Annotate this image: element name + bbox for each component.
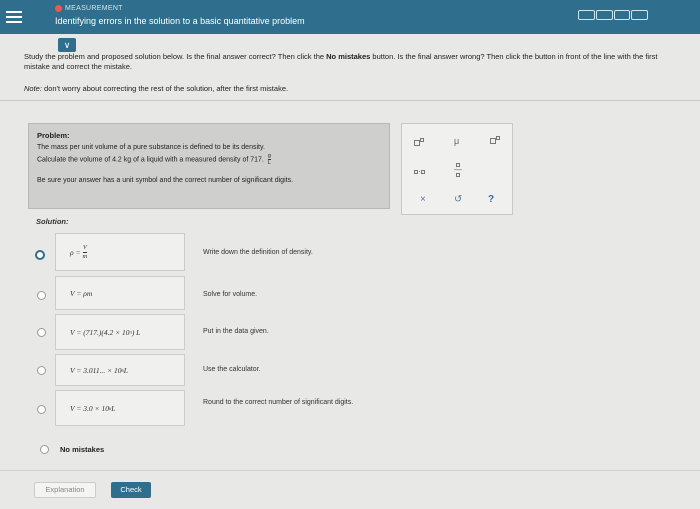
- progress-segment: [596, 10, 613, 20]
- problem-label: Problem:: [37, 131, 70, 140]
- step-5-radio[interactable]: [37, 405, 46, 414]
- no-mistakes-label[interactable]: No mistakes: [60, 445, 105, 454]
- step-5-text: Round to the correct number of significant digits.: [203, 399, 354, 406]
- unit-numerator: g: [267, 153, 271, 159]
- step-4-text: Use the calculator.: [203, 366, 261, 373]
- note-text: don't worry about correcting the rest of the solution, after the first mistake.: [41, 84, 289, 93]
- step-3-text: Put in the data given.: [203, 328, 269, 335]
- step-4-equation: V = 3.011... × 10 6 L: [55, 354, 185, 386]
- step-1-radio[interactable]: [35, 250, 45, 260]
- problem-box: [28, 123, 390, 209]
- instructions-text-1: Study the problem and proposed solution below. Is the final answer correct? Then click the: [24, 52, 327, 61]
- menu-icon[interactable]: [6, 8, 22, 26]
- note: [24, 84, 288, 93]
- step-4-radio[interactable]: [37, 366, 46, 375]
- help-icon[interactable]: ?: [488, 194, 495, 205]
- solution-label: Solution:: [36, 217, 69, 226]
- progress-segment: [631, 10, 648, 20]
- density-unit-fraction: [268, 153, 271, 166]
- problem-line-2: Calculate the volume of 4.2 kg of a liquid with a measured density of 717.: [37, 156, 264, 164]
- collapse-chevron-icon[interactable]: ∨: [58, 38, 76, 52]
- note-label: Note:: [24, 84, 42, 93]
- topic-text: MEASUREMENT: [65, 5, 123, 12]
- step-3-radio[interactable]: [37, 328, 46, 337]
- step-2-text: Solve for volume.: [203, 291, 258, 298]
- exponent-icon[interactable]: [414, 138, 424, 148]
- step-5-equation: V = 3.0 × 10 6 L: [55, 390, 185, 426]
- problem-line-3: Be sure your answer has a unit symbol and the correct number of significant digits.: [37, 177, 294, 184]
- clear-icon[interactable]: ×: [420, 194, 426, 205]
- times-dot-icon[interactable]: ·: [414, 167, 425, 176]
- instructions-text-2: button. Is the final answer wrong? Then click the button in front of the line with the first mistake and correct the mistake.: [24, 52, 658, 71]
- no-mistakes-radio[interactable]: [40, 445, 49, 454]
- step-2-radio[interactable]: [37, 291, 46, 300]
- bottom-divider: [0, 470, 700, 471]
- divider: [0, 100, 700, 101]
- topic-label: [55, 5, 123, 12]
- step-3-equation: V = (717.)(4.2 × 10 3 ) L: [55, 314, 185, 350]
- mu-icon[interactable]: μ: [454, 136, 460, 146]
- superscript-icon[interactable]: [490, 136, 500, 146]
- step-1-equation: ρ = $\frac{V}{m}$: [55, 233, 185, 271]
- check-button[interactable]: Check: [111, 482, 151, 498]
- progress-segment: [578, 10, 595, 20]
- top-bar: [0, 0, 700, 34]
- math-toolbox: [401, 123, 513, 215]
- instructions-bold: No mistakes: [326, 52, 371, 61]
- fraction-icon[interactable]: —: [454, 162, 462, 177]
- undo-icon[interactable]: ↺: [454, 194, 463, 205]
- step-2-equation: V = ρm: [55, 276, 185, 310]
- topic-dot-icon: [55, 5, 62, 12]
- progress-segment: [614, 10, 631, 20]
- problem-line-1: The mass per unit volume of a pure substance is defined to be its density.: [37, 144, 265, 151]
- unit-denominator: L: [267, 160, 271, 166]
- page-title: Identifying errors in the solution to a basic quantitative problem: [55, 16, 305, 26]
- progress-indicator: [578, 10, 648, 20]
- instructions: [24, 52, 684, 72]
- step-1-text: Write down the definition of density.: [203, 249, 313, 256]
- explanation-button[interactable]: Explanation: [34, 482, 96, 498]
